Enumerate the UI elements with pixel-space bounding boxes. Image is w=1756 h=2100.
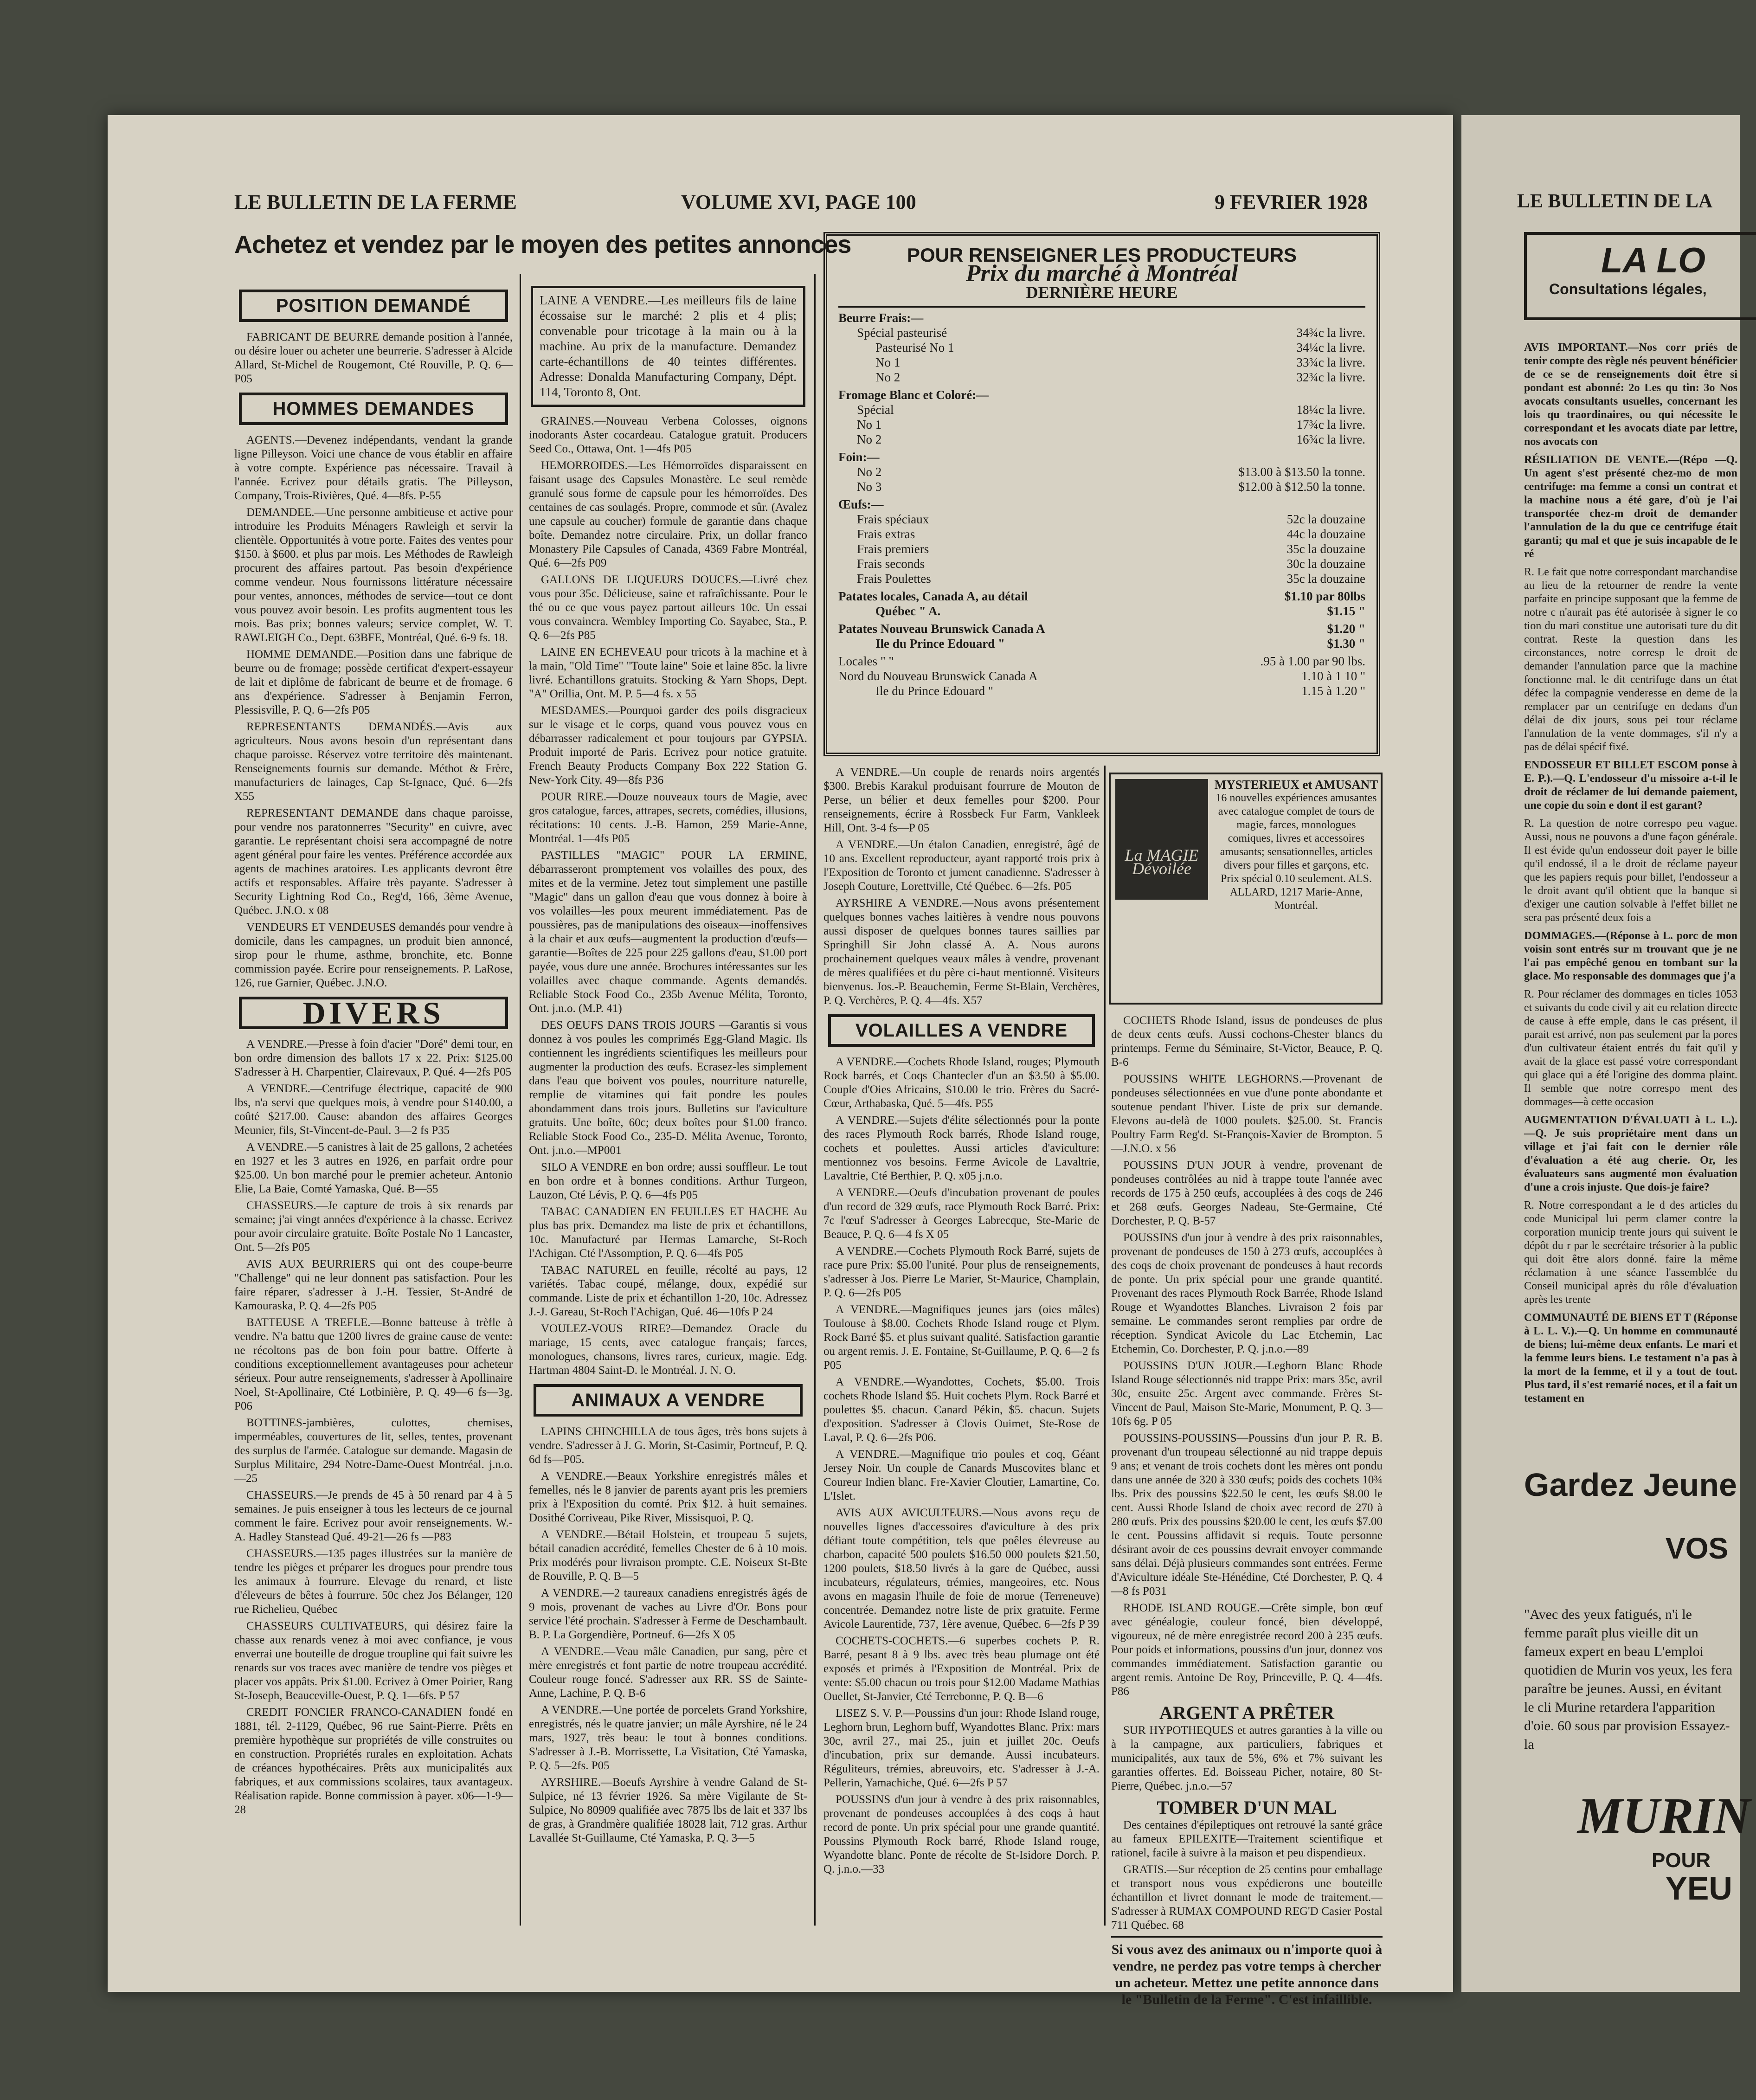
classified-ad: POUR RIRE.—Douze nouveaux tours de Magie, avec gros catalogue, farces, attrapes, secrets, comédies, illusions, récitations: 10 cents. J.-B. Hamon, 259 Marie-Anne, Montréal. 1—4fs P05: [529, 791, 807, 845]
animaux-heading: ANIMAUX A VENDRE: [534, 1384, 803, 1417]
magie-text: MYSTERIEUX et AMUSANT 16 nouvelles expériences amusantes avec catalogue complet de tours de magie, farces, monologues comiques, livres et accessoires amusants; sensationnelles, articles divers pour filles et garçons, etc. Prix spécial 0.10 seulement. ALS. ALLARD, 1217 Marie-Anne, Montréal.: [1214, 778, 1378, 912]
price-row: No 2 16¾c la livre.: [857, 432, 1365, 446]
price-row: No 1 33¾c la livre.: [875, 355, 1365, 369]
classified-ad: A VENDRE.—Un étalon Canadien, enregistré, âgé de 10 ans. Excellent reproducteur, ayant rapporté trois prix à l'Exposition de Toronto et jument canadienne. S'adresser à Joseph Couture, Lorettville, Cté Québec. 6—2fs. P05: [823, 838, 1100, 893]
price-row: Ile du Prince Edouard " 1.15 à 1.20 ": [875, 684, 1365, 698]
column-1: [234, 283, 513, 1926]
classified-ad: DES OEUFS DANS TROIS JOURS —Garantis si vous donnez à vos poules les comprimés Egg-Gland Magic. Ils contiennent les ingrédients scientifiques les meilleurs pour augmenter la production des œufs. Ecrasez-les simplement dans l'eau que boivent vos poules, nourriture naturelle, remplie de vitamines qui fait pondre les poules abondamment dans trois jours. Bulletins sur l'aviculture gratuits. Une boîte, 60c; deux boîtes pour $1.00 franco. Reliable Stock Food Co., 235-D. Mélita Avenue, Toronto, Ont. j.n.o.—MP001: [529, 1019, 807, 1157]
price-row: Québec " A. $1.15 ": [875, 604, 1365, 618]
column-2: [529, 283, 807, 1926]
page2-header: LE BULLETIN DE LA: [1517, 191, 1713, 212]
classified-ad: A VENDRE.—Magnifiques jeunes jars (oies mâles) Toulouse à $8.00. Cochets Rhode Island rouge et Plym. Rock Barré $5. et plus suivant qualité. Satisfaction garantie ou argent remis. J. E. Fontaine, St-Guillaume, P. Q. 6—2 fs P05: [823, 1303, 1100, 1372]
page2-legal-column: AVIS IMPORTANT.—Nos corr priés de tenir compte des règle nés peuvent bénéficier de ce se de renseignements doit être si pondant est abonné: 2o Les qu tin: 3o Nos avocats consultants usuelles, concernant les lois qu traordinaires, ou qui nécessite le correspondant et les avocats diate par lettre, nos avocats con RÉSILIATION DE VENTE.—(Répo —Q. Un agent s'est présenté chez-mo de mon centrifuge: ma femme a consi un contrat et la machine nous a été gare, d'où je l'ai transportée chez-m droit de demander l'annulation de la du que ce centrifuge était garanti; qu mal et que je suis incapable de le ré R. Le fait que notre correspondant marchandise au lieu de la retourner de rendre la vente parfaite en principe supposant que la femme de notre c n'aurait pas été autorisée à signer le co tion du mari constitue une autorisati ture du dit contrat. Reste la question dans les circonstances, notre corresp le droit de demander l'annulation parce que la machine fonctionne mal. le dit centrifuge dans un état défec la compagnie venderesse en deme de la remplacer par un centrifuge en dedans d'un délai de dix jours, sous pei tour réclame l'annulation de la vente dommages, s'il n'y a pas de délai spécif fixé. ENDOSSEUR ET BILLET ESCOM ponse à E. P.).—Q. L'endosseur d'u missoire a-t-il le droit de réclamer de lui demande paiement, une copie du soin e dont il est garant? R. La question de notre correspo peu vague. Aussi, nous ne pouvons a d'une façon générale. Il est évide qu'un endosseur doit payer le bille qu'il endossé, il a le droit de réclame payeur que les papiers requis pour billet, l'endosseur a le droit avant qu'il obtient que la banque si d'exiger une caution solvable à l'effet billet ne sera pas présenté deux fois a DOMMAGES.—(Réponse à L. porc de mon voisin sont entrés sur m trouvant que je ne l'ai pas empêché genou en tombant sur la glace. Mo responsable des dommages que j'a R. Pour réclamer des dommages en ticles 1053 et suivants du code civil y ait eu relation directe de cause à effe emple, dans le cas présent, il parait est arrivé, non pas seulement par la pores d'un cultivateur étaient entrés du fait qu'il y avait de la glace est passé votre correspondant qui glace qui a été l'origine des domma plaint. Il semble que notre correspo ment des dommages—à cette occasion AUGMENTATION D'ÉVALUATI à L. L.).—Q. Je suis propriétaire ment dans un village et j'ai fait con le dernier rôle d'évaluation a été aug cherie. Or, les évaluateurs sans augmenté mon évaluation d'une a crois injuste. Que dois-je faire? R. Notre correspondant a le d des articles du code Municipal lui perm clamer contre la corporation municip trente jours qui suivent le dépôt du r par le secrétaire trésorier à la public qui doit être alors donné. faire la même réclamation à une séance l'assemblée du Conseil municipal après du rôle d'évaluation après les trente COMMUNAUTÉ DE BIENS ET T (Réponse à L. L. V.).—Q. Un homme en communauté de biens; lui-même deux enfants. Le mari et la femme leurs biens. Le testament n'a pas à la mort de la femme, et il y a tout de tout. Plus tard, il s'est remarié noces, et il a fait un testament en: [1524, 341, 1737, 1404]
page2-vos: VOS: [1666, 1532, 1729, 1565]
volailles-heading: VOLAILLES A VENDRE: [828, 1014, 1095, 1047]
classified-ad: POUSSINS d'un jour à vendre à des prix raisonnables, provenant de pondeuses accouplées à des coqs à haut record de ponte. Un prix spécial pour une grande quantité. Poussins Plymouth Rock barré, Rhode Island rouge, Wyandotte blanc. Ponte de récolte de St-Isidore Dorch. P. Q. j.n.o.—33: [823, 1793, 1100, 1875]
argent-heading: ARGENT A PRÊTER: [1159, 1702, 1335, 1723]
oeufs-heading: Œufs:—: [838, 497, 884, 511]
prices-update: DERNIÈRE HEURE: [1026, 283, 1178, 302]
classified-ad: AVIS AUX BEURRIERS qui ont des coupe-beurre "Challenge" qui ne leur donnent pas satisfaction. Pour les faire réparer, s'adresser à J.-H. Tessier, St-André de Kamouraska, P. Q. 4—2fs P05: [234, 1258, 513, 1312]
classified-ad: AYRSHIRE A VENDRE.—Nous avons présentement quelques bonnes vaches laitières à vendre nous pouvons aussi disposer de quelques bonnes taures saillies par Springhill Sir John classé A. A. Nous aurons prochainement quelques veaux mâles à vendre, provenant de mères qualifiées et du père ci-haut mentionné. Visiteurs bienvenus. Jos.-P. Beauchemin, Ferme St-Blain, Verchères, P. Q. Verchères, P. Q. 4—4fs. X57: [823, 897, 1100, 1007]
classified-ad: A VENDRE.—Une portée de porcelets Grand Yorkshire, enregistrés, nés le quatre janvier; un mâle Ayrshire, né le 24 mars, 1927, très beau: le tout à bonnes conditions. S'adresser à J.-B. Morrissette, La Visitation, Cté Yamaska, P. Q. 5—2fs. P05: [529, 1704, 807, 1772]
page2-pour: POUR: [1652, 1849, 1711, 1872]
price-row: Pasteurisé No 1 34¼c la livre.: [875, 341, 1365, 354]
classified-ad: BOTTINES-jambières, culottes, chemises, imperméables, couvertures de lit, selles, tentes, provenant des surplus de l'armée. Catalogue sur demande. Magasin de Surplus Militaire, 294 Notre-Dame-Ouest Montréal. j.n.o.—25: [234, 1417, 513, 1485]
price-row: Frais spéciaux 52c la douzaine: [857, 512, 1365, 526]
classified-ad: AYRSHIRE.—Boeufs Ayrshire à vendre Galand de St-Sulpice, né 13 février 1926. Sa mère Vigilante de St-Sulpice, No 80909 qualifiée avec 7875 lbs de lait et 337 lbs de gras, à Grandmère qualifiée 18028 lait, 712 gras. Arthur Lavallée St-Guillaume, Cté Yamaska, P. Q. 3—5: [529, 1776, 807, 1844]
classified-ad: SILO A VENDRE en bon ordre; aussi souffleur. Le tout en bon ordre et à bonnes conditions. Arthur Turgeon, Lauzon, Cté Lévis, P. Q. 6—4fs P05: [529, 1161, 807, 1201]
classified-ad: CHASSEURS.—Je capture de trois à six renards par semaine; j'ai vingt années d'expérience à la chasse. Ecrivez pour avoir circulaire gratuite. Boîte Postale No 1 Lancaster, Ont. 5—2fs P05: [234, 1199, 513, 1254]
classified-ad: A VENDRE.—Cochets Rhode Island, rouges; Plymouth Rock barrés, et Coqs Chantecler d'un an $3.50 à $5.00. Couple d'Oies Africains, $10.00 le trio. Frères du Sacré-Cœur, Arthabaska, Qué. 5—4fs. P55: [823, 1056, 1100, 1110]
classified-ad: VENDEURS ET VENDEUSES demandés pour vendre à domicile, dans les campagnes, un produit bien annoncé, sirop pour le rhume, asthme, bronchite, etc. Bonne commission payée. Ecrire pour renseignements. P. LaRose, 126, rue Garnier, Québec. J.N.O.: [234, 921, 513, 989]
classified-ad: COCHETS Rhode Island, issus de pondeuses de plus de deux cents œufs. Aussi cochons-Chester blancs du printemps. Ferme du Séminaire, St-Victor, Beauce, P. Q. B-6: [1111, 1014, 1383, 1069]
classified-ad: RHODE ISLAND ROUGE.—Crête simple, bon œuf avec généalogie, couleur foncé, bien développé, vigoureux, né de mère enregistrée record 200 à 235 œufs. Pour poids et informations, poussins d'un jour, donnez vos commandes immédiatement. Satisfaction garantie ou argent remis. Antoine De Roy, Princeville, P. Q. 4—4fs. P86: [1111, 1602, 1383, 1698]
page2-murine-text: "Avec des yeux fatigués, n'i le femme paraît plus vieille dit un fameux expert en beau L'emploi quotidien de Murin vos yeux, les fera paraître be jeunes. Aussi, en évitant le cli Murine retardera l'apparition d'oie. 60 sous par provision Essayez-la: [1524, 1607, 1733, 1752]
classified-ad: A VENDRE.—Magnifique trio poules et coq, Géant Jersey Noir. Un couple de Canards Muscovites blanc et Coureur Indien blanc. Fre-Xavier Cloutier, Lamartine, Co. L'Islet.: [823, 1448, 1100, 1502]
classified-ad: FABRICANT DE BEURRE demande position à l'année, ou désire louer ou acheter une beurrerie. S'adresser à Alcide Allard, St-Michel de Rougemont, Cté Rouville, P. Q. 6—P05: [234, 331, 513, 385]
divider: [838, 306, 1365, 308]
classified-ad: HOMME DEMANDE.—Position dans une fabrique de beurre ou de fromage; possède certificat d'expert-essayeur de lait et diplôme de fabricant de beurre et de fromage. 6 ans d'expérience. S'adresser à Benjamin Ferron, Plessisville, P. Q. 6—2fs P05: [234, 648, 513, 716]
divider: [1111, 1936, 1383, 1938]
classified-ad: POUSSINS d'un jour à vendre à des prix raisonnables, provenant de pondeuses de 150 à 273 œufs, accouplées à des coqs de choix provenant de pondeuses à haut records de ponte. Un prix spécial pour une grande quantité. Provenant des races Plymouth Rock Barrée, Rhode Island Rouge et Wyandottes Blanches. Livraison 2 fois par semaine. Le commandes seront remplies par ordre de réception. Syndicat Avicole du Lac Etchemin, Lac Etchemin, Co. Dorchester, P. Q. j.n.o.—89: [1111, 1231, 1383, 1355]
bottom-note: Si vous avez des animaux ou n'importe quoi à vendre, ne perdez pas votre temps à chercher un acheteur. Mettez une petite annonce dans le "Bulletin de la Ferme". C'est infaillible.: [1111, 1942, 1383, 2007]
classified-ad: POUSSINS D'UN JOUR.—Leghorn Blanc Rhode Island Rouge sélectionnés nid trappe Prix: mars 35c, avril 30c, ensuite 25c. Argent avec commande. Frères St-Vincent de Paul, Maison Ste-Marie, Monument, P. Q. 3—10fs 6g. P 05: [1111, 1359, 1383, 1428]
hommes-demandes-heading: HOMMES DEMANDES: [239, 393, 508, 425]
classified-ad: A VENDRE.—Beaux Yorkshire enregistrés mâles et femelles, nés le 8 janvier de parents ayant pris les premiers prix à l'Exposition du comté. Prix $12. à huit semaines. Dosithé Corriveau, Pike River, Missisquoi, P. Q.: [529, 1470, 807, 1524]
position-demande-heading: POSITION DEMANDÉ: [239, 290, 508, 322]
classified-ad: CHASSEURS CULTIVATEURS, qui désirez faire la chasse aux renards venez à moi avec confiance, je vous enverrai une bouteille de drogue troupline qui fait suivre les renards sur vos traces avec manière de tendre vos pièges et placer vos appâts. Prix $1.00. Ecrivez à Omer Poirier, Rang St-Joseph, Beauceville-Ouest, P. Q. 1—6fs. P 57: [234, 1620, 513, 1702]
classified-ad: TABAC CANADIEN EN FEUILLES ET HACHE Au plus bas prix. Demandez ma liste de prix et échantillons, 10c. Manufacturé par Hermas Lamarche, St-Roch l'Achigan. Cté l'Assomption, P. Q. 6—4fs P05: [529, 1205, 807, 1260]
header-title: LE BULLETIN DE LA FERME: [234, 191, 517, 213]
classified-ad: GRATIS.—Sur réception de 25 centins pour emballage et transport nous vous expédierons une bouteille échantillon et livret donnant le mode de traitement.—S'adresser à RUMAX COMPOUND REG'D Casier Postal 711 Québec. 68: [1111, 1863, 1383, 1932]
classified-ad: CHASSEURS.—135 pages illustrées sur la manière de tendre les pièges et préparer les drogues pour prendre tous les animaux à fourrure. Elevage du renard, et liste d'éleveurs de bêtes à fourrure. 50c chez Jos Bélanger, 120 rue Richelieu, Québec: [234, 1547, 513, 1616]
classified-ad: SUR HYPOTHEQUES et autres garanties à la ville ou à la campagne, aux particuliers, fabriques et municipalités, aux taux de 5%, 6% et 7% suivant les garanties offertes. Ed. Boisseau Picher, notaire, 80 St-Pierre, Québec. j.n.o.—57: [1111, 1724, 1383, 1792]
page2-yeu: YEU: [1666, 1870, 1732, 1907]
header-volume: VOLUME XVI, PAGE 100: [681, 191, 916, 213]
classified-ad: POUSSINS D'UN JOUR à vendre, provenant de pondeuses contrôlées au nid à trappe toute l'année avec records de 175 à 250 œufs, accouplées à des coqs de 246 et 268 œufs. Georges Nadeau, Ste-Germaine, Cté Dorchester, P. Q. B-57: [1111, 1159, 1383, 1227]
classified-ad: TABAC NATUREL en feuille, récolté au pays, 12 variétés. Tabac coupé, mélange, doux, expédié sur commande. Liste de prix et échantillon 1-20, 10c. Adressez J.-J. Gareau, St-Roch l'Achigan, Qué. 46—10fs P 24: [529, 1264, 807, 1318]
classified-ad: REPRESENTANT DEMANDE dans chaque paroisse, pour vendre nos paratonnerres "Security" en cuivre, avec garantie. Le représentant choisi sera accompagné de notre agent général pour faire les ventes. Préférence accordée aux agents de machines aratoires. Les applicants devront être actifs et responsables. Affaire très payante. S'adresser à Security Lightning Rod Co., Reg'd, 166, 3ème Avenue, Québec. J.N.O. x 08: [234, 807, 513, 917]
classified-ad: PASTILLES "MAGIC" POUR LA ERMINE, débarrasseront promptement vos volailles des poux, des mites et de la vermine. Jetez tout simplement une pastille "Magic" dans un gallon d'eau que vous donnez à boire à vos volailles—les poux meurent immédiatement. Pas de poussières, pas de manipulations des oiseaux—inoffensives à la chair et aux œufs—augmentent la production d'œufs—garantie—Boîtes de 225 pour 225 gallons d'eau, $1.00 port payée, vous dure une année. Brochures intéressantes sur les volailles avec chaque commande. Agents demandés. Reliable Stock Food Co., 235b Avenue Mélita, Toronto, Ont. j.n.o. (M.P. 41): [529, 849, 807, 1015]
classified-ad: CHASSEURS.—Je prends de 45 à 50 renard par 4 à 5 semaines. Je puis enseigner à tous les lecteurs de ce journal comment le faire. Ecrivez pour avoir renseignements. W.-A. Hadley Stanstead Qué. 49-21—26 fs —P83: [234, 1489, 513, 1543]
classified-ad: AVIS AUX AVICULTEURS.—Nous avons reçu de nouvelles lignes d'accessoires d'aviculture à des prix défiant toute compétition, tels que poêles élevreuse au charbon, capacité 500 poulets $16.50 000 poulets $21.50, 1200 poulets, $18.50 livrés à la gare de Québec, aussi incubateurs, régulateurs, trémies, mangeoires, etc. Nous avons en magasin l'huile de foie de morue (Terreneuve) concentrée. Demandez notre liste de prix gratuite. Ferme Avicole Laurentide, 737, 1ère avenue, Québec. 6—2fs P 39: [823, 1507, 1100, 1630]
classified-ad: LISEZ S. V. P.—Poussins d'un jour: Rhode Island rouge, Leghorn brun, Leghorn buff, Wyandottes Blanc. Prix: mars 30c, avril 27., mai 25., juin et juillet 20c. Oeufs d'incubation, prix sur demande. Aussi incubateurs. Réguliteurs, trémies, abreuvoirs, etc. S'adresser à J.-A. Pellerin, Yamachiche, Qué. 6—2fs P 57: [823, 1707, 1100, 1789]
classified-ad: LAPINS CHINCHILLA de tous âges, très bons sujets à vendre. S'adresser à J. G. Morin, St-Casimir, Portneuf, P. Q. 6d fs—P05.: [529, 1425, 807, 1466]
price-row: Spécial pasteurisé 34¾c la livre.: [857, 326, 1365, 340]
price-row: Ile du Prince Edouard " $1.30 ": [875, 637, 1365, 651]
price-row: No 2 $13.00 à $13.50 la tonne.: [857, 465, 1365, 479]
foin-heading: Foin:—: [838, 450, 880, 464]
price-row: Patates locales, Canada A, au détail $1.10 par 80lbs: [838, 589, 1365, 603]
classified-ad: A VENDRE.—Bétail Holstein, et troupeau 5 sujets, bétail canadien accrédité, femelles Chester de 6 à 10 mois. Prix modérés pour livraison prompte. C.E. Noiseux St-Bte de Rouville, P. Q. B—5: [529, 1528, 807, 1583]
classified-ad: A VENDRE.—5 canistres à lait de 25 gallons, 2 achetées en 1927 et les 3 autres en 1926, en parfait ordre pour $25.00. Un bon marché pour le premier acheteur. Antonio Elie, La Baie, Comté Yamaska, Qué. B—55: [234, 1141, 513, 1195]
classified-ad: GALLONS DE LIQUEURS DOUCES.—Livré chez vous pour 35c. Délicieuse, saine et rafraîchissante. Pour le thé ou ce que vous payez partout ailleurs 10c. Un essai vous convaincra. Wembley Importing Co. Sayabec, Sta., P. Q. 6—2fs P85: [529, 573, 807, 642]
beurre-heading: Beurre Frais:—: [838, 311, 924, 325]
classified-ad: A VENDRE.—Oeufs d'incubation provenant de poules d'un record de 329 œufs, race Plymouth Rock Barré. Prix: 7c l'œuf S'adresser à Georges Labrecque, Ste-Marie de Beauce, P. Q. 6—4 fs X 05: [823, 1186, 1100, 1241]
divers-heading: DIVERS: [239, 997, 508, 1029]
classified-ad: GRAINES.—Nouveau Verbena Colosses, oignons inodorants Aster cocardeau. Catalogue gratuit. Producers Seed Co., Ottawa, Ont. 1—4fs P05: [529, 415, 807, 455]
column-4: [1111, 1014, 1383, 2007]
tomber-heading: TOMBER D'UN MAL: [1157, 1797, 1337, 1818]
classified-ad: A VENDRE.—2 taureaux canadiens enregistrés âgés de 9 mois, provenant de vaches au Livre d'Or. Bons pour service l'été prochain. S'adresser à Ferme de Deschambault. B. P. La Gorgendière, Portneuf. 6—2fs X 05: [529, 1587, 807, 1641]
classified-ad: A VENDRE.—Presse à foin d'acier "Doré" demi tour, en bon ordre dimension des ballots 17 x 22. Prix: $125.00 S'adresser à H. Charpentier, Clairevaux, P. Qué. 4—2fs P05: [234, 1038, 513, 1078]
page2-gardez-heading: Gardez Jeune: [1524, 1467, 1737, 1503]
classified-ad: MESDAMES.—Pourquoi garder des poils disgracieux sur le visage et le corps, quand vous pouvez vous en débarrasser radicalement et pour toujours par GYPSIA. Produit importé de Paris. Ecrivez pour notice gratuite. French Beauty Products Company Box 222 Station G. New-York City. 49—8fs P36: [529, 704, 807, 786]
column-3: [823, 766, 1100, 1926]
price-row: Frais extras 44c la douzaine: [857, 527, 1365, 541]
price-row: Frais Poulettes 35c la douzaine: [857, 572, 1365, 586]
classified-ad: AGENTS.—Devenez indépendants, vendant la grande ligne Pilleyson. Voici une chance de vous établir en affaire à votre compte. Expérience pas nécessaire. Travail à l'année. Ecrivez pour détails gratis. The Pilleyson, Company, Trois-Rivières, Qué. 4—8fs. P-55: [234, 434, 513, 502]
classified-ad: BATTEUSE A TREFLE.—Bonne batteuse à trèfle à vendre. N'a battu que 1200 livres de graine cause de vente: ne récoltons pas de bon foin pour battre. Offerte à conditions exceptionnellement avantageuses pour acheteur sérieux. Pour autre renseignements, s'adresser à Apollinaire Noel, St-Apollinaire, Cté Lotbinière, P. Q. 49—6 fs—3g. P06: [234, 1316, 513, 1412]
price-row: No 3 $12.00 à $12.50 la tonne.: [857, 480, 1365, 494]
classified-ad: VOULEZ-VOUS RIRE?—Demandez Oracle du mariage, 15 cents, avec catalogue français; farces, monologues, chansons, livres rares, curieux, magie. Edg. Hartman 4804 Saint-D. le Montréal. J. N. O.: [529, 1322, 807, 1377]
price-row: Frais premiers 35c la douzaine: [857, 542, 1365, 556]
page2-lo-box: LA LO Consultations légales,: [1524, 232, 1756, 320]
classified-ad: A VENDRE.—Un couple de renards noirs argentés $300. Brebis Karakul produisant fourrure de Mouton de Perse, un bélier et deux femelles pour $200. Pour renseignements, écrire à Rossbeck Fur Farm, Vankleek Hill, Ont. 3-4 fs—P 05: [823, 766, 1100, 834]
header-date: 9 FEVRIER 1928: [1215, 191, 1368, 213]
magie-book-illustration: La MAGIE Dévoilée: [1115, 779, 1208, 900]
classified-ad: Des centaines d'épileptiques ont retrouvé la santé grâce au fameux EPILEXITE—Traitement scientifique et rationel, facile à suivre à la maison et peu dispendieux.: [1111, 1819, 1383, 1859]
price-row: Nord du Nouveau Brunswick Canada A 1.10 à 1 10 ": [838, 669, 1365, 683]
classified-ad: A VENDRE.—Veau mâle Canadien, pur sang, père et mère enregistrés et font partie de notre troupeau accrédité. Couleur rouge foncé. S'adresser aux RR. SS de Sainte-Anne, Lachine, P. Q. B-6: [529, 1645, 807, 1700]
page2-murine-logo: MURIN: [1577, 1787, 1750, 1844]
price-row: Frais seconds 30c la douzaine: [857, 557, 1365, 571]
classifieds-banner: Achetez et vendez par le moyen des petites annonces: [234, 231, 851, 258]
classified-ad: A VENDRE.—Centrifuge électrique, capacité de 900 lbs, n'a servi que quelques mois, à vendre pour $140.00, a coûté $217.00. Cause: abandon des affaires Georges Meunier, fils, St-Vincent-de-Paul. 3—2 fs P35: [234, 1082, 513, 1137]
classified-ad: LAINE A VENDRE.—Les meilleurs fils de laine écossaise sur le marché: 2 plis et 4 plis; convenable pour tricotage à la main ou à la machine. Au prix de la manufacture. Demandez carte-échantillons de 40 teintes différentes. Adresse: Donalda Manufacturing Company, Dépt. 114, Toronto 8, Ont.: [540, 293, 797, 399]
classified-ad: HEMORROIDES.—Les Hémorroïdes disparaissent en faisant usage des Capsules Monastère. Le seul remède granulé sous forme de capsule pour les hémorroïdes. Des centaines de cas soulagés. Propre, commode et sûr. (Avalez une capsule au coucher) formule de garantie dans chaque boîte. Demandez notre circulaire. Prix, un dollar franco Monastery Pile Capsules of Canada, 4369 Fabre Montréal, Qué. 6—2fs P09: [529, 459, 807, 569]
classified-ad: REPRESENTANTS DEMANDÉS.—Avis aux agriculteurs. Nous avons besoin d'un représentant dans chaque paroisse. Réservez votre territoire dès maintenant. Renseignements fournis sur demande. Méthot & Frère, manufacturiers de lainages, Cap St-Ignace, Qué. 6—2fs X55: [234, 721, 513, 803]
classified-ad: POUSSINS WHITE LEGHORNS.—Provenant de pondeuses sélectionnées en vue d'une ponte abondante et soutenue pendant l'hiver. Liste de prix sur demande. Elevons au-delà de 1000 poulets. $25.00. St. Francis Poultry Farm Reg'd. St-François-Xavier de Brompton. 5—J.N.O. x 56: [1111, 1073, 1383, 1155]
price-row: Locales " " .95 à 1.00 par 90 lbs.: [838, 654, 1365, 668]
price-row: Patates Nouveau Brunswick Canada A $1.20 ": [838, 622, 1365, 636]
price-row: No 2 32¾c la livre.: [875, 370, 1365, 384]
classified-ad: DEMANDEE.—Une personne ambitieuse et active pour introduire les Produits Ménagers Rawleigh et servir la clientèle. Opportunités à votre porte. Faites des ventes pour $150. à $600. et plus par mois. Les Méthodes de Rawleigh procurent des affaires partout. Pas besoin d'expérience comme vendeur. Nous fournissons littérature nécessaire pour ventes, annonces, méthodes de service—tout ce dont vous pouvez avoir besoin. Les profits augmentent tous les mois. Bas prix; bonnes valeurs; service complet, W. T. RAWLEIGH Co., Dept. 63BFE, Montréal, Qué. 6-9 fs. 18.: [234, 506, 513, 644]
classified-ad: COCHETS-COCHETS.—6 superbes cochets P. R. Barré, pesant 8 à 9 lbs. avec très beau plumage ont été exposés et primés à l'Exposition de Montréal. Prix de vente: $5.00 chacun ou trois pour $12.00 Madame Mathias Ouellet, St-Janvier, Cté Terrebonne, P. Q. B—6: [823, 1635, 1100, 1703]
magie-advertisement: [1109, 773, 1383, 1005]
classified-ad: A VENDRE.—Wyandottes, Cochets, $5.00. Trois cochets Rhode Island $5. Huit cochets Plym. Rock Barré et poulettes $5. chacun. Canard Pékin, $5. chacun. Sujets d'exposition. S'adresser à Clovis Ouimet, Ste-Rose de Laval, P. Q. 6—2fs P06.: [823, 1376, 1100, 1444]
column-rule: [1104, 766, 1106, 1926]
classified-ad: POUSSINS-POUSSINS—Poussins d'un jour P. R. B. provenant d'un troupeau sélectionné au nid trappe depuis 9 ans; et venant de trois cochets dont les mères ont pondu dans une année de 320 à 330 œufs; poids des cochets 10¾ lbs. Prix des poussins $22.50 le cent, les œufs $8.00 le cent. Aussi Rhode Island de choix avec record de 270 à 280 œufs. Prix des poussins $20.00 le cent, les œufs $7.00 le cent. Poussins affidavit si requis. Toute personne désirant avoir de ces poussins devrait envoyer commande sans délai. Déjà plusieurs commandes sont entrées. Ferme d'Aviculture idéale Ste-Hénédine, Cté Dorchester, P. Q. 4—8 fs P031: [1111, 1432, 1383, 1598]
prices-title: POUR RENSEIGNER LES PRODUCTEURS: [907, 244, 1297, 266]
fromage-heading: Fromage Blanc et Coloré:—: [838, 388, 989, 402]
classified-ad: LAINE EN ECHEVEAU pour tricots à la machine et à la main, "Old Time" "Toute laine" Soie et laine 85c. la livre livré. Echantillons gratuits. Stocking & Yarn Shops, Dept. "A" Orillia, Ont. M. P. 5—4 fs. x 55: [529, 646, 807, 700]
price-row: Spécial 18¼c la livre.: [857, 403, 1365, 417]
laine-box: [531, 286, 805, 407]
column-rule: [814, 274, 816, 1926]
classified-ad: A VENDRE.—Sujets d'élite sélectionnés pour la ponte des races Plymouth Rock barrés, Rhode Island rouge, cochets et poulettes. Aussi articles d'aviculture: mentionnez vos besoins. Ferme Avicole de Lavaltrie, Lavaltrie, Cté Berthier, P. Q. x05 j.n.o.: [823, 1114, 1100, 1182]
column-rule: [520, 274, 521, 1926]
market-prices-box: [823, 232, 1380, 756]
prices-subtitle: Prix du marché à Montréal: [965, 260, 1238, 287]
price-row: No 1 17¾c la livre.: [857, 418, 1365, 432]
classified-ad: A VENDRE.—Cochets Plymouth Rock Barré, sujets de race pure Prix: $5.00 l'unité. Pour plus de renseignements, s'adresser à Jos. Pierre Le Marier, St-Maurice, Champlain, P. Q. 6—2fs P05: [823, 1245, 1100, 1299]
classified-ad: CREDIT FONCIER FRANCO-CANADIEN fondé en 1881, tél. 2-1129, Québec, 96 rue Saint-Pierre. Prêts en première hypothèque sur propriétés de ville construites ou en construction. Propriétés rurales en exploitation. Achats de créances hypothécaires. Prêts aux municipalités aux fabriques, et aux commissions scolaires, taux avantageux. Réalisation rapide. Bonne commission à payer. x06—1-9—28: [234, 1706, 513, 1816]
